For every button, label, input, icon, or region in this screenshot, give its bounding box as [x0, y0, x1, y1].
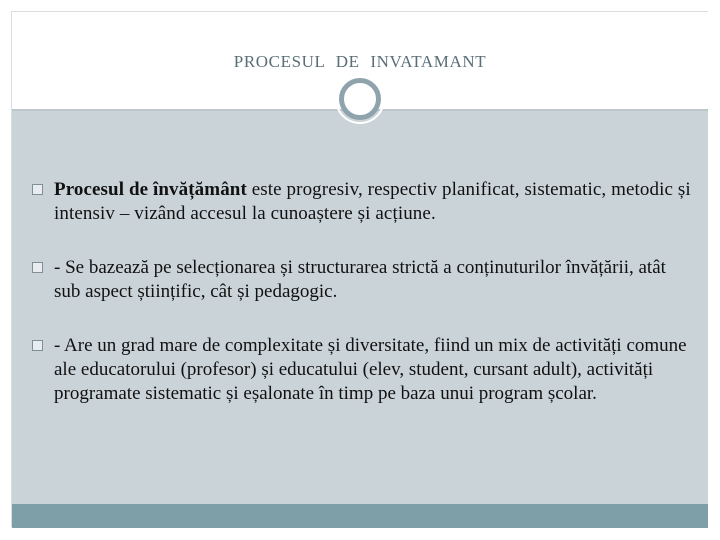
circle-ornament-icon: [339, 78, 381, 120]
bullet-lead-text: Procesul de învățământ: [54, 179, 247, 200]
bullet-text: este progresiv, respectiv planificat, sistematic, metodic și intensiv – vizând accesul la cunoaștere și acțiune.: [54, 179, 691, 224]
bullet-marker-icon: [32, 184, 43, 195]
bullet-marker-icon: [32, 340, 43, 351]
bullet-list: [32, 178, 692, 436]
bullet-text: - Se bazează pe selecționarea și structurarea strictă a conținuturilor învățării, atât sub aspect științific, cât și pedagogic.: [54, 257, 666, 302]
bullet-text: - Are un grad mare de complexitate și diversitate, fiind un mix de activități comune ale educatorului (profesor) și educatului (elev, student, cursant adult), activități programate sistematic și eșalonate în timp pe baza unui program școlar.: [54, 335, 687, 404]
footer-bar: [12, 504, 708, 528]
bullet-item-3: [32, 334, 692, 406]
bullet-marker-icon: [32, 262, 43, 273]
bullet-item-2: [32, 256, 692, 304]
slide-title: PROCESUL DE INVATAMANT: [233, 52, 487, 71]
bullet-item-1: [32, 178, 692, 226]
